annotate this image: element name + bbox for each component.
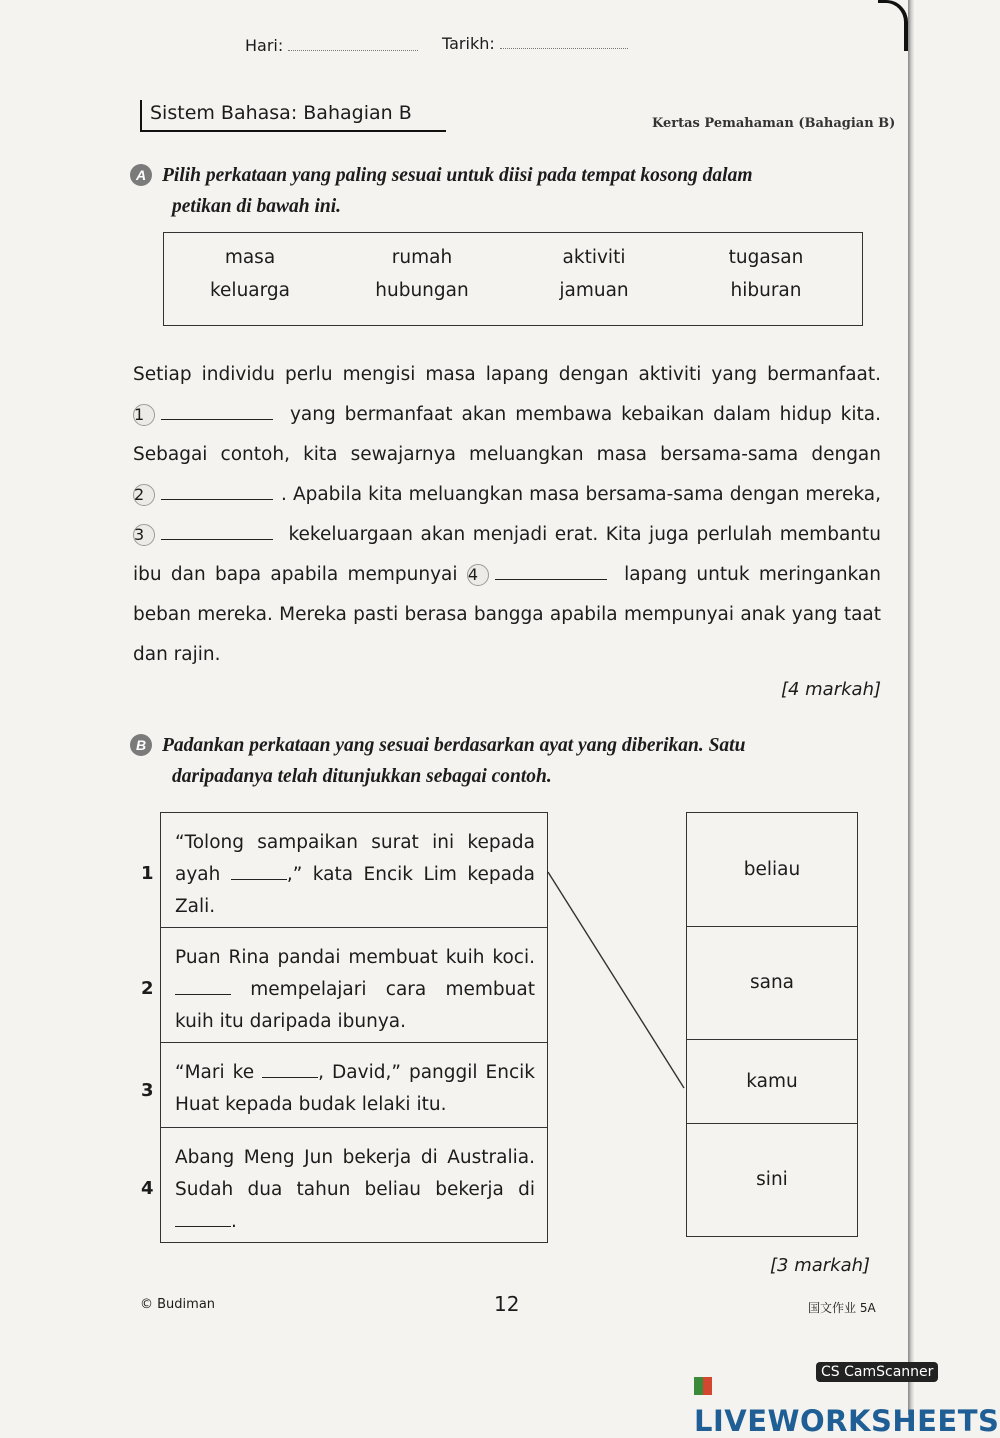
part-b-instruction <box>130 730 890 792</box>
part-a-marks: [4 markah] <box>780 679 881 700</box>
question-text: “Mari ke <box>175 1062 263 1083</box>
page-corner-mark <box>878 0 908 51</box>
question-number: 1 <box>141 863 154 884</box>
part-b-marks: [3 markah] <box>770 1255 871 1276</box>
page-edge-shadow <box>908 0 914 1415</box>
question-text: Abang Meng Jun bekerja di Australia. Sudah dua tahun beliau bekerja di <box>175 1147 535 1200</box>
passage-line <box>133 475 881 515</box>
blank-number-4: 4 <box>467 564 489 586</box>
part-a-instruction-line1: Pilih perkataan yang paling sesuai untuk diisi pada tempat kosong dalam <box>162 165 753 186</box>
passage <box>133 355 881 705</box>
question-row <box>141 1043 547 1128</box>
passage-line: Setiap individu perlu mengisi masa lapang dengan aktiviti yang bermanfaat. <box>133 364 881 385</box>
question-text: . <box>231 1211 237 1232</box>
passage-text: . Apabila kita meluangkan masa bersama-sama dengan mereka, <box>281 484 881 505</box>
part-a-badge: A <box>130 164 152 186</box>
liveworksheets-logo <box>694 1370 1000 1438</box>
blank-number-1: 1 <box>133 404 155 426</box>
part-b-instruction-line2: daripadanya telah ditunjukkan sebagai contoh. <box>172 766 552 787</box>
part-b-instruction-line1: Padankan perkataan yang sesuai berdasarkan ayat yang diberikan. Satu <box>162 735 746 756</box>
answer-option[interactable]: beliau <box>687 813 857 927</box>
passage-text: kekeluargaan akan menjadi erat. Kita juga perlulah membantu <box>288 524 881 545</box>
passage-line <box>133 515 881 555</box>
passage-line: beban mereka. Mereka pasti berasa bangga apabila mempunyai anak yang taat <box>133 604 881 625</box>
answer-option[interactable]: sana <box>687 927 857 1040</box>
example-match-line <box>544 860 690 1100</box>
question-number: 3 <box>141 1080 154 1101</box>
answer-table <box>686 812 858 1237</box>
word-bank-item[interactable]: keluarga <box>210 280 290 301</box>
question-row <box>141 1128 547 1242</box>
word-bank-item[interactable]: jamuan <box>559 280 629 301</box>
question-table <box>141 812 548 1243</box>
question-number: 4 <box>141 1178 154 1199</box>
camscanner-watermark: CS CamScanner <box>816 1362 938 1382</box>
tarikh-field <box>442 34 628 53</box>
word-bank-item[interactable]: aktiviti <box>562 247 626 268</box>
part-b-badge: B <box>130 734 152 756</box>
blank-4-input[interactable] <box>495 563 607 580</box>
hari-label: Hari: <box>245 36 284 55</box>
footer-page-number: 12 <box>494 1292 520 1316</box>
tarikh-input-line[interactable] <box>500 48 628 49</box>
question-text: , David,” panggil Encik Huat kepada budak lelaki itu. <box>175 1062 536 1115</box>
hari-field <box>245 36 418 55</box>
question-row <box>141 813 547 928</box>
liveworksheets-text: LIVEWORKSHEETS <box>694 1404 1000 1438</box>
part-a-instruction <box>130 160 890 222</box>
word-bank-item[interactable]: rumah <box>391 247 453 268</box>
blank-1-input[interactable] <box>161 403 273 420</box>
section-title <box>140 100 446 132</box>
section-title-text: Sistem Bahasa: Bahagian B <box>150 102 412 124</box>
tarikh-label: Tarikh: <box>442 34 495 53</box>
answer-option[interactable]: kamu <box>687 1040 857 1124</box>
question-text: Puan Rina pandai membuat kuih koci. <box>175 947 535 968</box>
word-bank-item[interactable]: masa <box>224 247 276 268</box>
question-text: “Tolong sampaikan surat ini kepada ayah <box>175 832 535 885</box>
blank-3-input[interactable] <box>161 523 273 540</box>
match-connector-line <box>548 872 684 1088</box>
footer-copyright: © Budiman <box>140 1297 216 1312</box>
question-number: 2 <box>141 978 154 999</box>
blank-number-2: 2 <box>133 484 155 506</box>
passage-text: ibu dan bapa apabila mempunyai <box>133 564 458 585</box>
passage-text: yang bermanfaat akan membawa kebaikan dalam hidup kita. <box>289 404 881 425</box>
hari-input-line[interactable] <box>288 50 418 51</box>
word-bank <box>163 232 863 326</box>
question-text: mempelajari cara membuat kuih itu daripada ibunya. <box>175 979 535 1032</box>
word-bank-item[interactable]: hiburan <box>730 280 802 301</box>
passage-line <box>133 555 881 595</box>
blank-2-input[interactable] <box>161 483 273 500</box>
footer-code: 国文作业 5A <box>808 1301 876 1315</box>
question-blank[interactable] <box>262 1063 318 1078</box>
question-blank[interactable] <box>175 1212 231 1227</box>
question-text: ,” kata Encik Lim kepada Zali. <box>175 864 535 917</box>
question-blank[interactable] <box>231 865 287 880</box>
liveworksheets-icon <box>694 1377 712 1395</box>
word-bank-item[interactable]: hubungan <box>375 280 469 301</box>
passage-text: lapang untuk meringankan <box>624 564 881 585</box>
part-a-instruction-line2: petikan di bawah ini. <box>172 196 342 217</box>
passage-line: Sebagai contoh, kita sewajarnya meluangkan masa bersama-sama dengan <box>133 444 881 465</box>
question-row <box>141 928 547 1043</box>
passage-line <box>133 395 881 435</box>
kertas-label: Kertas Pemahaman (Bahagian B) <box>652 116 896 131</box>
answer-option[interactable]: sini <box>756 1169 788 1190</box>
word-bank-item[interactable]: tugasan <box>728 247 804 268</box>
passage-line: dan rajin. <box>133 644 221 665</box>
question-blank[interactable] <box>175 980 231 995</box>
blank-number-3: 3 <box>133 524 155 546</box>
